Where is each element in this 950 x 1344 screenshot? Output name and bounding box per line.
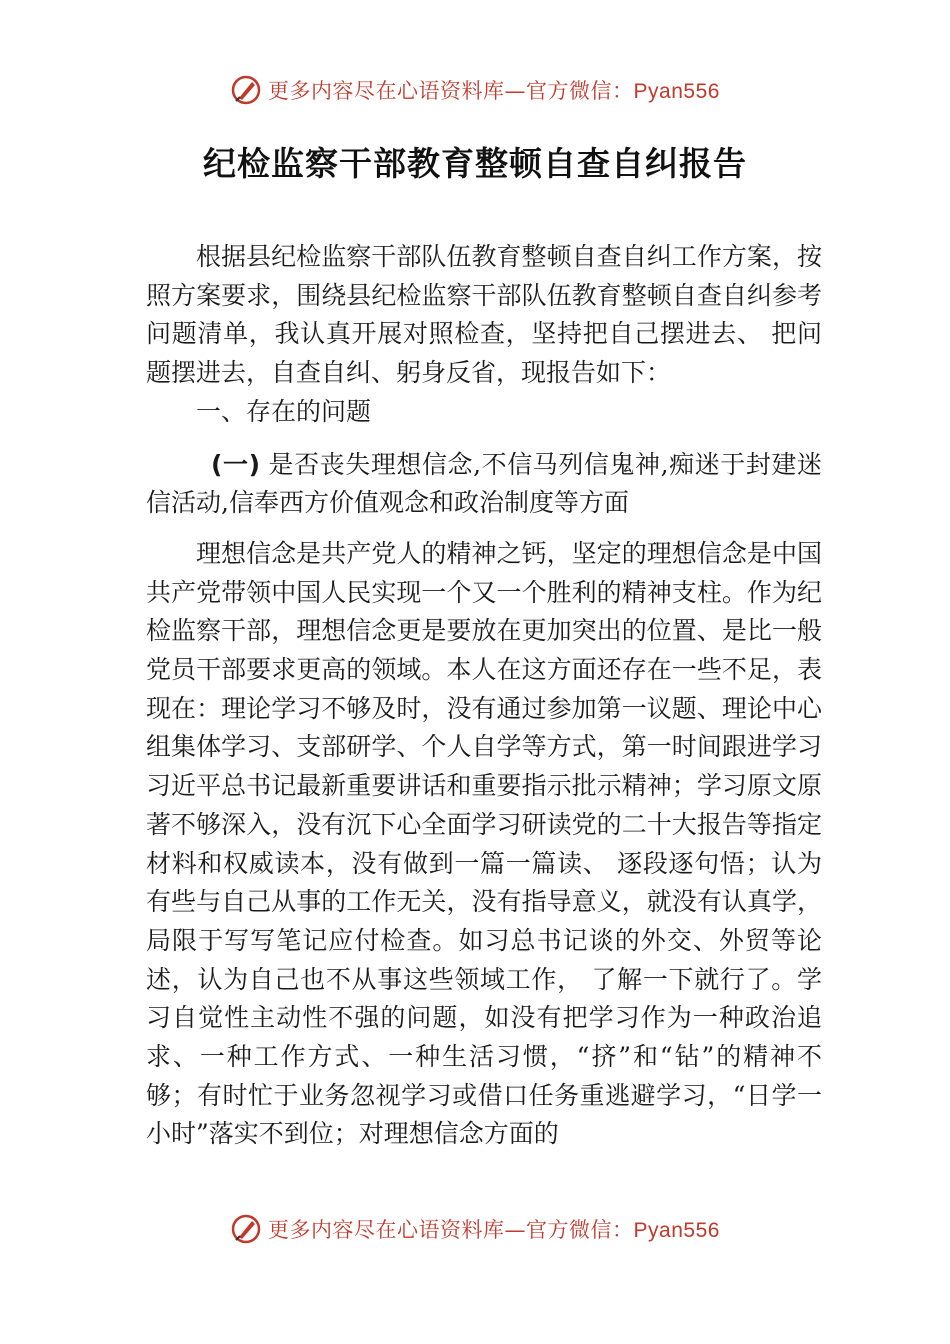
- quill-logo-icon: [230, 74, 262, 106]
- document-body: [146, 238, 822, 1154]
- section-heading: 一、存在的问题: [196, 396, 372, 426]
- sub-heading-number: (一): [211, 449, 260, 479]
- banner-text: 更多内容尽在心语资料库—官方微信：Pyan556: [268, 79, 720, 103]
- wechat-id: Pyan556: [633, 1219, 720, 1242]
- document-title: 纪检监察干部教育整顿自查自纠报告: [203, 144, 747, 183]
- quill-logo-icon: [230, 1213, 262, 1245]
- body-paragraph: 理想信念是共产党人的精神之钙，坚定的理想信念是中国共产党带领中国人民实现一个又一个胜利的精神支柱。作为纪检监察干部，理想信念更是要放在更加突出的位置、是比一般党员干部要求更高的领域。本人在这方面还存在一些不足，表现在：理论学习不够及时，没有通过参加第一议题、理论中心组集体学习、支部研学、个人自学等方式，第一时间跟进学习习近平总书记最新重要讲话和重要指示批示精神；学习原文原著不够深入，没有沉下心全面学习研读党的二十大报告等指定材料和权威读本，没有做到一篇一篇读、 逐段逐句悟；认为有些与自己从事的工作无关，没有指导意义，就没有认真学，局限于写写笔记应付检查。如习总书记谈的外交、外贸等论述，认为自己也不从事这些领域工作， 了解一下就行了。学习自觉性主动性不强的问题，如没有把学习作为一种政治追求、一种工作方式、一种生活习惯，“挤”和“钻”的精神不够；有时忙于业务忽视学习或借口任务重逃避学习，“日学一小时”落实不到位；对理想信念方面的: [146, 538, 822, 1149]
- wechat-id: Pyan556: [633, 80, 720, 103]
- sub-heading: [146, 446, 822, 523]
- footer-banner: [0, 1213, 950, 1245]
- sub-heading-text: 是否丧失理想信念,不信马列信鬼神,痴迷于封建迷信活动,信奉西方价值观念和政治制度等方面: [146, 449, 822, 518]
- banner-text: 更多内容尽在心语资料库—官方微信：Pyan556: [268, 1218, 720, 1242]
- intro-paragraph: 根据县纪检监察干部队伍教育整顿自查自纠工作方案，按照方案要求，围绕县纪检监察干部队伍教育整顿自查自纠参考问题清单，我认真开展对照检查，坚持把自己摆进去、 把问题摆进去，自查自纠、躬身反省，现报告如下：: [146, 242, 822, 388]
- header-banner: [0, 74, 950, 106]
